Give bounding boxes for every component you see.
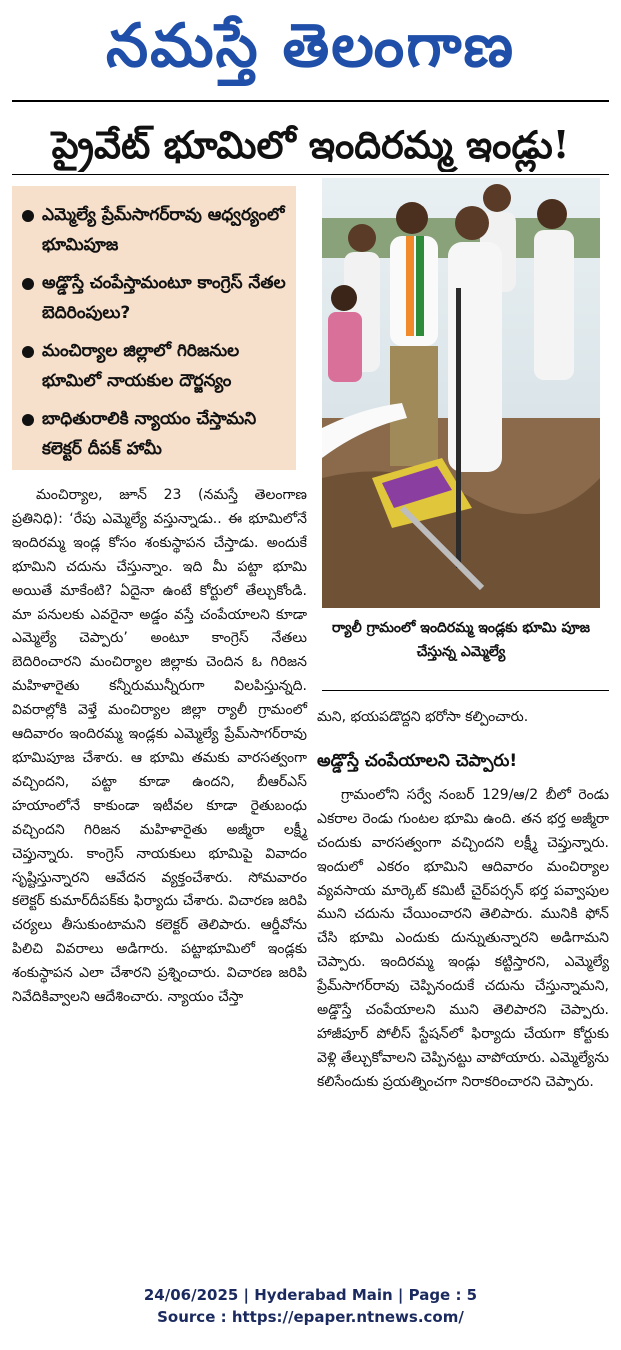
masthead-rule bbox=[12, 100, 609, 102]
edition-info: 24/06/2025 | Hyderabad Main | Page : 5 bbox=[143, 1286, 478, 1304]
bullet-icon bbox=[22, 346, 34, 358]
body-paragraph: గ్రామంలోని సర్వే నంబర్ 129/ఆ/2 బీలో రెండు ఎకరాల రెండు గుంటల భూమి ఉంది. తన భర్త అజ్మీరా చందుకు వారసత్వంగా వచ్చిందని లక్ష్మీ చెప్తున్నారు. ఇందులో ఎకరం భూమిని ఆదివారం మంచిర్యాల వ్యవసాయ మార్కెట్ కమిటీ చైర్‌పర్సన్ భర్త పవ్వాపుల ముని చదును చేయించారని తెలిపారు. మునికి ఫోన్ చేసి భూమి ఎందుకు దున్నుతున్నారని అడిగామని చెప్పారు. ఇందిరమ్మ ఇండ్లు కట్టిస్తారని, ఎమ్మెల్యే ప్రేమ్‌సాగర్‌రావు చెప్పినందుకే చదును చేస్తున్నామని, అడ్డొస్తే చంపేయాలని ముని తెలిపారని చెప్పారు. హాజీపూర్ పోలీస్ స్టేషన్‌లో ఫిర్యాదు చేయగా కోర్టుకు వెళ్లి తేల్చుకోవాలని చెప్పినట్టు వాపోయారు. ఎమ్మెల్యేను కలిసేందుకు ప్రయత్నించగా నిరాకరించారని చెప్పారు. bbox=[317, 786, 609, 1090]
news-photo bbox=[322, 178, 600, 608]
body-paragraph: మంచిర్యాల, జూన్ 23 (నమస్తే తెలంగాణ ప్రతినిధి): ‘రేపు ఎమ్మెల్యే వస్తున్నాడు.. ఈ భూమిలోనే ఇందిరమ్మ ఇండ్ల కోసం శంకుస్థాపన చేస్తాడు. అందుకే భూమిని చదును చేస్తున్నాం. ఇది మీ పట్టా భూమి అయితే మాకేంటి? ఏదైనా ఉంటే కోర్టులో తేల్చుకోండి. మా పనులకు ఎవరైనా అడ్డం వస్తే చంపేయాలని కూడా ఎమ్మెల్యే చెప్పారు’ అంటూ కాంగ్రెస్ నేతలు బెదిరించారని మంచిర్యాల జిల్లాకు చెందిన ఓ గిరిజన మహిళారైతు కన్నీరుమున్నీరుగా విలపిస్తున్నది. వివరాల్లోకి వెళ్తే మంచిర్యాల జిల్లా ర్యాలీ గ్రామంలో ఆదివారం ఇందిరమ్మ ఇండ్లకు ఎమ్మెల్యే ప్రేమ్‌సాగర్‌రావు భూమిపూజ చేశారు. ఆ భూమి తమకు వారసత్వంగా వచ్చిందని, పట్టా కూడా ఉందని, బీఆర్ఎస్ హయాంలోనే కాకుండా ఇటీవల కూడా రైతుబంధు వచ్చిందని గిరిజన మహిళారైతు అజ్మీరా లక్ష్మీ చెప్తున్నారు. కాంగ్రెస్ నాయకులు భూమిపై వివాదం సృష్టిస్తున్నారని ఆవేదన వ్యక్తంచేశారు. సోమవారం కలెక్టర్ కుమార్‌దీపక్‌కు ఫిర్యాదు చేశారు. విచారణ జరిపి చర్యలు తీసుకుంటామని కలెక్టర్ తెలిపారు. ఆర్డీవోను పిలిచి వివరాలు అడిగారు. పట్టాభూమిలో ఇండ్లకు శంకుస్థాపన ఎలా చేశారని ప్రశ్నించారు. విచారణ జరిపి నివేదికివ్వాలని ఆదేశించారు. న్యాయం చేస్తా bbox=[12, 487, 307, 1006]
highlight-text: అడ్డొస్తే చంపేస్తామంటూ కాంగ్రెస్ నేతల బెదిరింపులు? bbox=[42, 273, 286, 323]
bullet-icon bbox=[22, 414, 34, 426]
highlight-item bbox=[22, 200, 288, 260]
page-footer bbox=[0, 1284, 621, 1328]
bullet-icon bbox=[22, 278, 34, 290]
caption-rule bbox=[322, 690, 609, 691]
highlight-item bbox=[22, 404, 288, 464]
newspaper-name: నమస్తే తెలంగాణ bbox=[105, 11, 516, 81]
article-body-right bbox=[317, 706, 609, 1095]
highlight-text: ఎమ్మెల్యే ప్రేమ్‌సాగర్‌రావు ఆధ్వర్యంలో భూమిపూజ bbox=[42, 205, 285, 255]
bullet-icon bbox=[22, 210, 34, 222]
highlights-box bbox=[12, 186, 296, 470]
headline-rule bbox=[12, 174, 609, 175]
highlight-item bbox=[22, 268, 288, 328]
highlight-item bbox=[22, 336, 288, 396]
article-subheading: అడ్డొస్తే చంపేయాలని చెప్పారు! bbox=[317, 750, 518, 771]
news-photo-illustration bbox=[322, 178, 600, 608]
highlight-text: మంచిర్యాల జిల్లాలో గిరిజనుల భూమిలో నాయకుల దౌర్జన్యం bbox=[42, 341, 240, 391]
masthead bbox=[0, 0, 621, 98]
source-link[interactable]: Source : https://epaper.ntnews.com/ bbox=[157, 1308, 464, 1326]
article-body-left bbox=[12, 484, 307, 1010]
highlight-text: బాధితురాలికి న్యాయం చేస్తామని కలెక్టర్ దీపక్ హామీ bbox=[42, 409, 257, 459]
photo-caption: ర్యాలీ గ్రామంలో ఇందిరమ్మ ఇండ్లకు భూమి పూజ చేస్తున్న ఎమ్మెల్యే bbox=[331, 620, 590, 660]
body-paragraph: మని, భయపడొద్దని భరోసా కల్పించారు. bbox=[317, 709, 529, 725]
article-headline: ప్రైవేట్ భూమిలో ఇందిరమ్మ ఇండ్లు! bbox=[51, 122, 570, 167]
